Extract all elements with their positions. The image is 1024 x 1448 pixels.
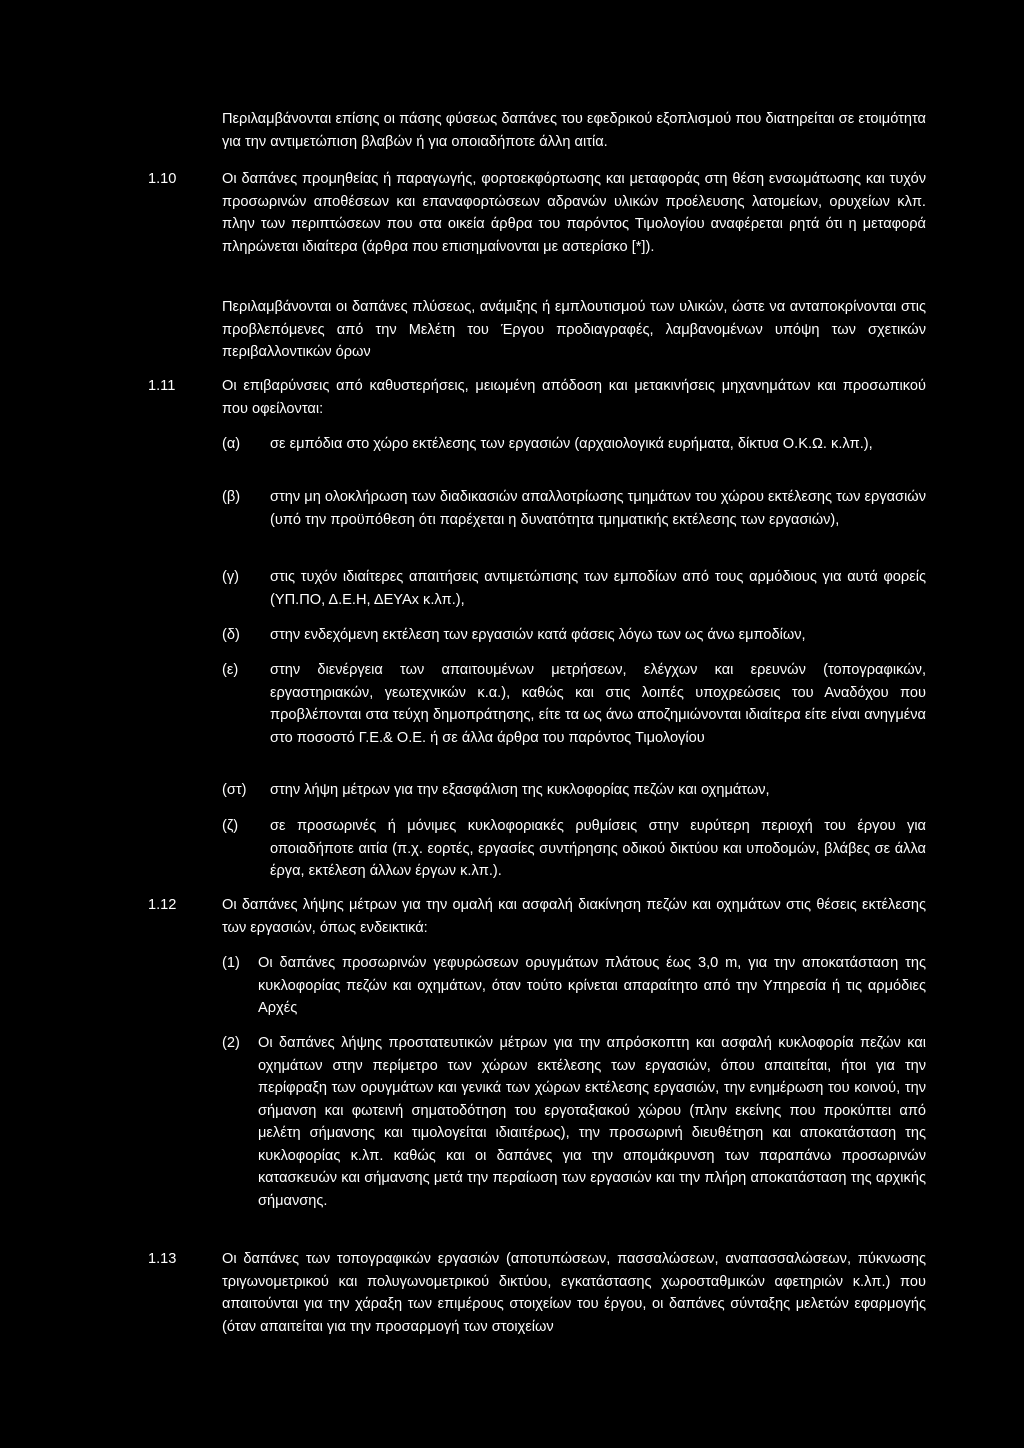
list-item-1: Οι δαπάνες προσωρινών γεφυρώσεων ορυγμάτων πλάτους έως 3,0 m, για την αποκατάσταση της κυκλοφορίας πεζών και οχημάτων, όταν τούτο κρίνεται απαραίτητο από την Υπηρεσία ή τις αρμόδιες Αρχές	[258, 955, 926, 1016]
section-number-1-10: 1.10	[148, 171, 177, 187]
section-1-13-text: Οι δαπάνες των τοπογραφικών εργασιών (αποτυπώσεων, πασσαλώσεων, αναπασσαλώσεων, πύκνωσης τριγωνομετρικού και πολυγωνομετρικού δικτύου, εγκατάστασης χωροσταθμικών αφετηριών κ.λπ.) που απαιτούνται για την χάραξη των επιμέρους στοιχείων του έργου, οι δαπάνες σύνταξης μελετών εφαρμογής (όταν απαιτείται για την προσαρμογή των στοιχείων	[222, 1251, 926, 1335]
list-item-b: στην μη ολοκλήρωση των διαδικασιών απαλλοτρίωσης τμημάτων του χώρου εκτέλεσης των εργασιών (υπό την προϋπόθεση ότι παρέχεται η δυνατότητα τμηματικής εκτέλεσης των εργασιών),	[270, 489, 926, 528]
list-item-2: Οι δαπάνες λήψης προστατευτικών μέτρων για την απρόσκοπτη και ασφαλή κυκλοφορία πεζών και οχημάτων στην περίμετρο των χώρων εκτέλεσης των εργασιών, όπου απαιτείται, ήτοι για την περίφραξη των ορυγμάτων και γενικά των χώρων εκτέλεσης εργασιών, την ενημέρωση του κοινού, την σήμανση και φωτεινή σηματοδότηση του εργοταξιακού χώρου (πλην εκείνης που προκύπτει από μελέτη σήμανσης και τιμολογείται ιδιαιτέρως), την προσωρινή διευθέτηση και αποκατάσταση της κυκλοφορίας κ.λπ. καθώς και οι δαπάνες για την απομάκρυνση των παραπάνω προσωρινών κατασκευών και σήμανσης μετά την περαίωση των εργασιών και την πλήρη αποκατάσταση της αρχικής σήμανσης.	[258, 1035, 926, 1209]
list-label-z: (ζ)	[222, 818, 239, 834]
list-item-a: σε εμπόδια στο χώρο εκτέλεσης των εργασιών (αρχαιολογικά ευρήματα, δίκτυα Ο.Κ.Ω. κ.λπ.),	[270, 436, 873, 452]
section-1-11-text: Οι επιβαρύνσεις από καθυστερήσεις, μειωμένη απόδοση και μετακινήσεις μηχανημάτων και προσωπικού που οφείλονται:	[222, 378, 926, 417]
section-1-10-text: Οι δαπάνες προμηθείας ή παραγωγής, φορτοεκφόρτωσης και μεταφοράς στη θέση ενσωμάτωσης και τυχόν προσωρινών αποθέσεων και επαναφορτώσεων αδρανών υλικών προέλευσης λατομείων, ορυχείων κλπ. πλην των περιπτώσεων που στα οικεία άρθρα του παρόντος Τιμολογίου αναφέρεται ρητά ότι η μεταφορά πληρώνεται ιδιαίτερα (άρθρα που επισημαίνονται με αστερίσκο [*]).	[222, 171, 926, 255]
list-label-c: (γ)	[222, 569, 240, 585]
section-1-12-text: Οι δαπάνες λήψης μέτρων για την ομαλή και ασφαλή διακίνηση πεζών και οχημάτων στις θέσεις εκτέλεσης των εργασιών, όπως ενδεικτικά:	[222, 897, 926, 936]
list-label-a: (α)	[222, 436, 241, 452]
list-item-d: στην ενδεχόμενη εκτέλεση των εργασιών κατά φάσεις λόγω των ως άνω εμποδίων,	[270, 627, 806, 643]
list-label-st: (στ)	[222, 782, 247, 798]
list-label-e: (ε)	[222, 662, 239, 678]
list-label-2: (2)	[222, 1035, 240, 1051]
section-number-1-13: 1.13	[148, 1251, 177, 1267]
list-item-e: στην διενέργεια των απαιτουμένων μετρήσεων, ελέγχων και ερευνών (τοπογραφικών, εργαστηριακών, γεωτεχνικών κ.α.), καθώς και στις λοιπές υποχρεώσεις του Αναδόχου που προβλέπονται στα τεύχη δημοπράτησης, είτε τα ως άνω αποζημιώνονται ιδιαίτερα είτε είναι ανηγμένα στο ποσοστό Γ.Ε.& Ο.Ε. ή σε άλλα άρθρα του παρόντος Τιμολογίου	[270, 662, 926, 746]
list-item-c: στις τυχόν ιδιαίτερες απαιτήσεις αντιμετώπισης των εμποδίων από τους αρμόδιους για αυτά φορείς (ΥΠ.ΠΟ, Δ.Ε.Η, ΔΕΥΑx κ.λπ.),	[270, 569, 926, 608]
list-item-st: στην λήψη μέτρων για την εξασφάλιση της κυκλοφορίας πεζών και οχημάτων,	[270, 782, 770, 798]
intro-paragraph: Περιλαμβάνονται επίσης οι πάσης φύσεως δαπάνες του εφεδρικού εξοπλισμού που διατηρείται σε ετοιμότητα για την αντιμετώπιση βλαβών ή για οποιαδήποτε άλλη αιτία.	[222, 111, 926, 150]
section-number-1-11: 1.11	[148, 378, 176, 394]
list-label-b: (β)	[222, 489, 241, 505]
list-label-d: (δ)	[222, 627, 240, 643]
list-item-z: σε προσωρινές ή μόνιμες κυκλοφοριακές ρυθμίσεις στην ευρύτερη περιοχή του έργου για οποιαδήποτε αιτία (π.χ. εορτές, εργασίες συντήρησης οδικού δικτύου και υποδομών, βλάβες σε άλλα έργα, εκτέλεση άλλων έργων κ.λπ.).	[270, 818, 926, 879]
list-label-1: (1)	[222, 955, 240, 971]
section-1-10-text-2: Περιλαμβάνονται οι δαπάνες πλύσεως, ανάμιξης ή εμπλουτισμού των υλικών, ώστε να ανταποκρίνονται στις προβλεπόμενες από την Μελέτη του Έργου προδιαγραφές, λαμβανομένων υπόψη των σχετικών περιβαλλοντικών όρων	[222, 299, 926, 360]
section-number-1-12: 1.12	[148, 897, 177, 913]
